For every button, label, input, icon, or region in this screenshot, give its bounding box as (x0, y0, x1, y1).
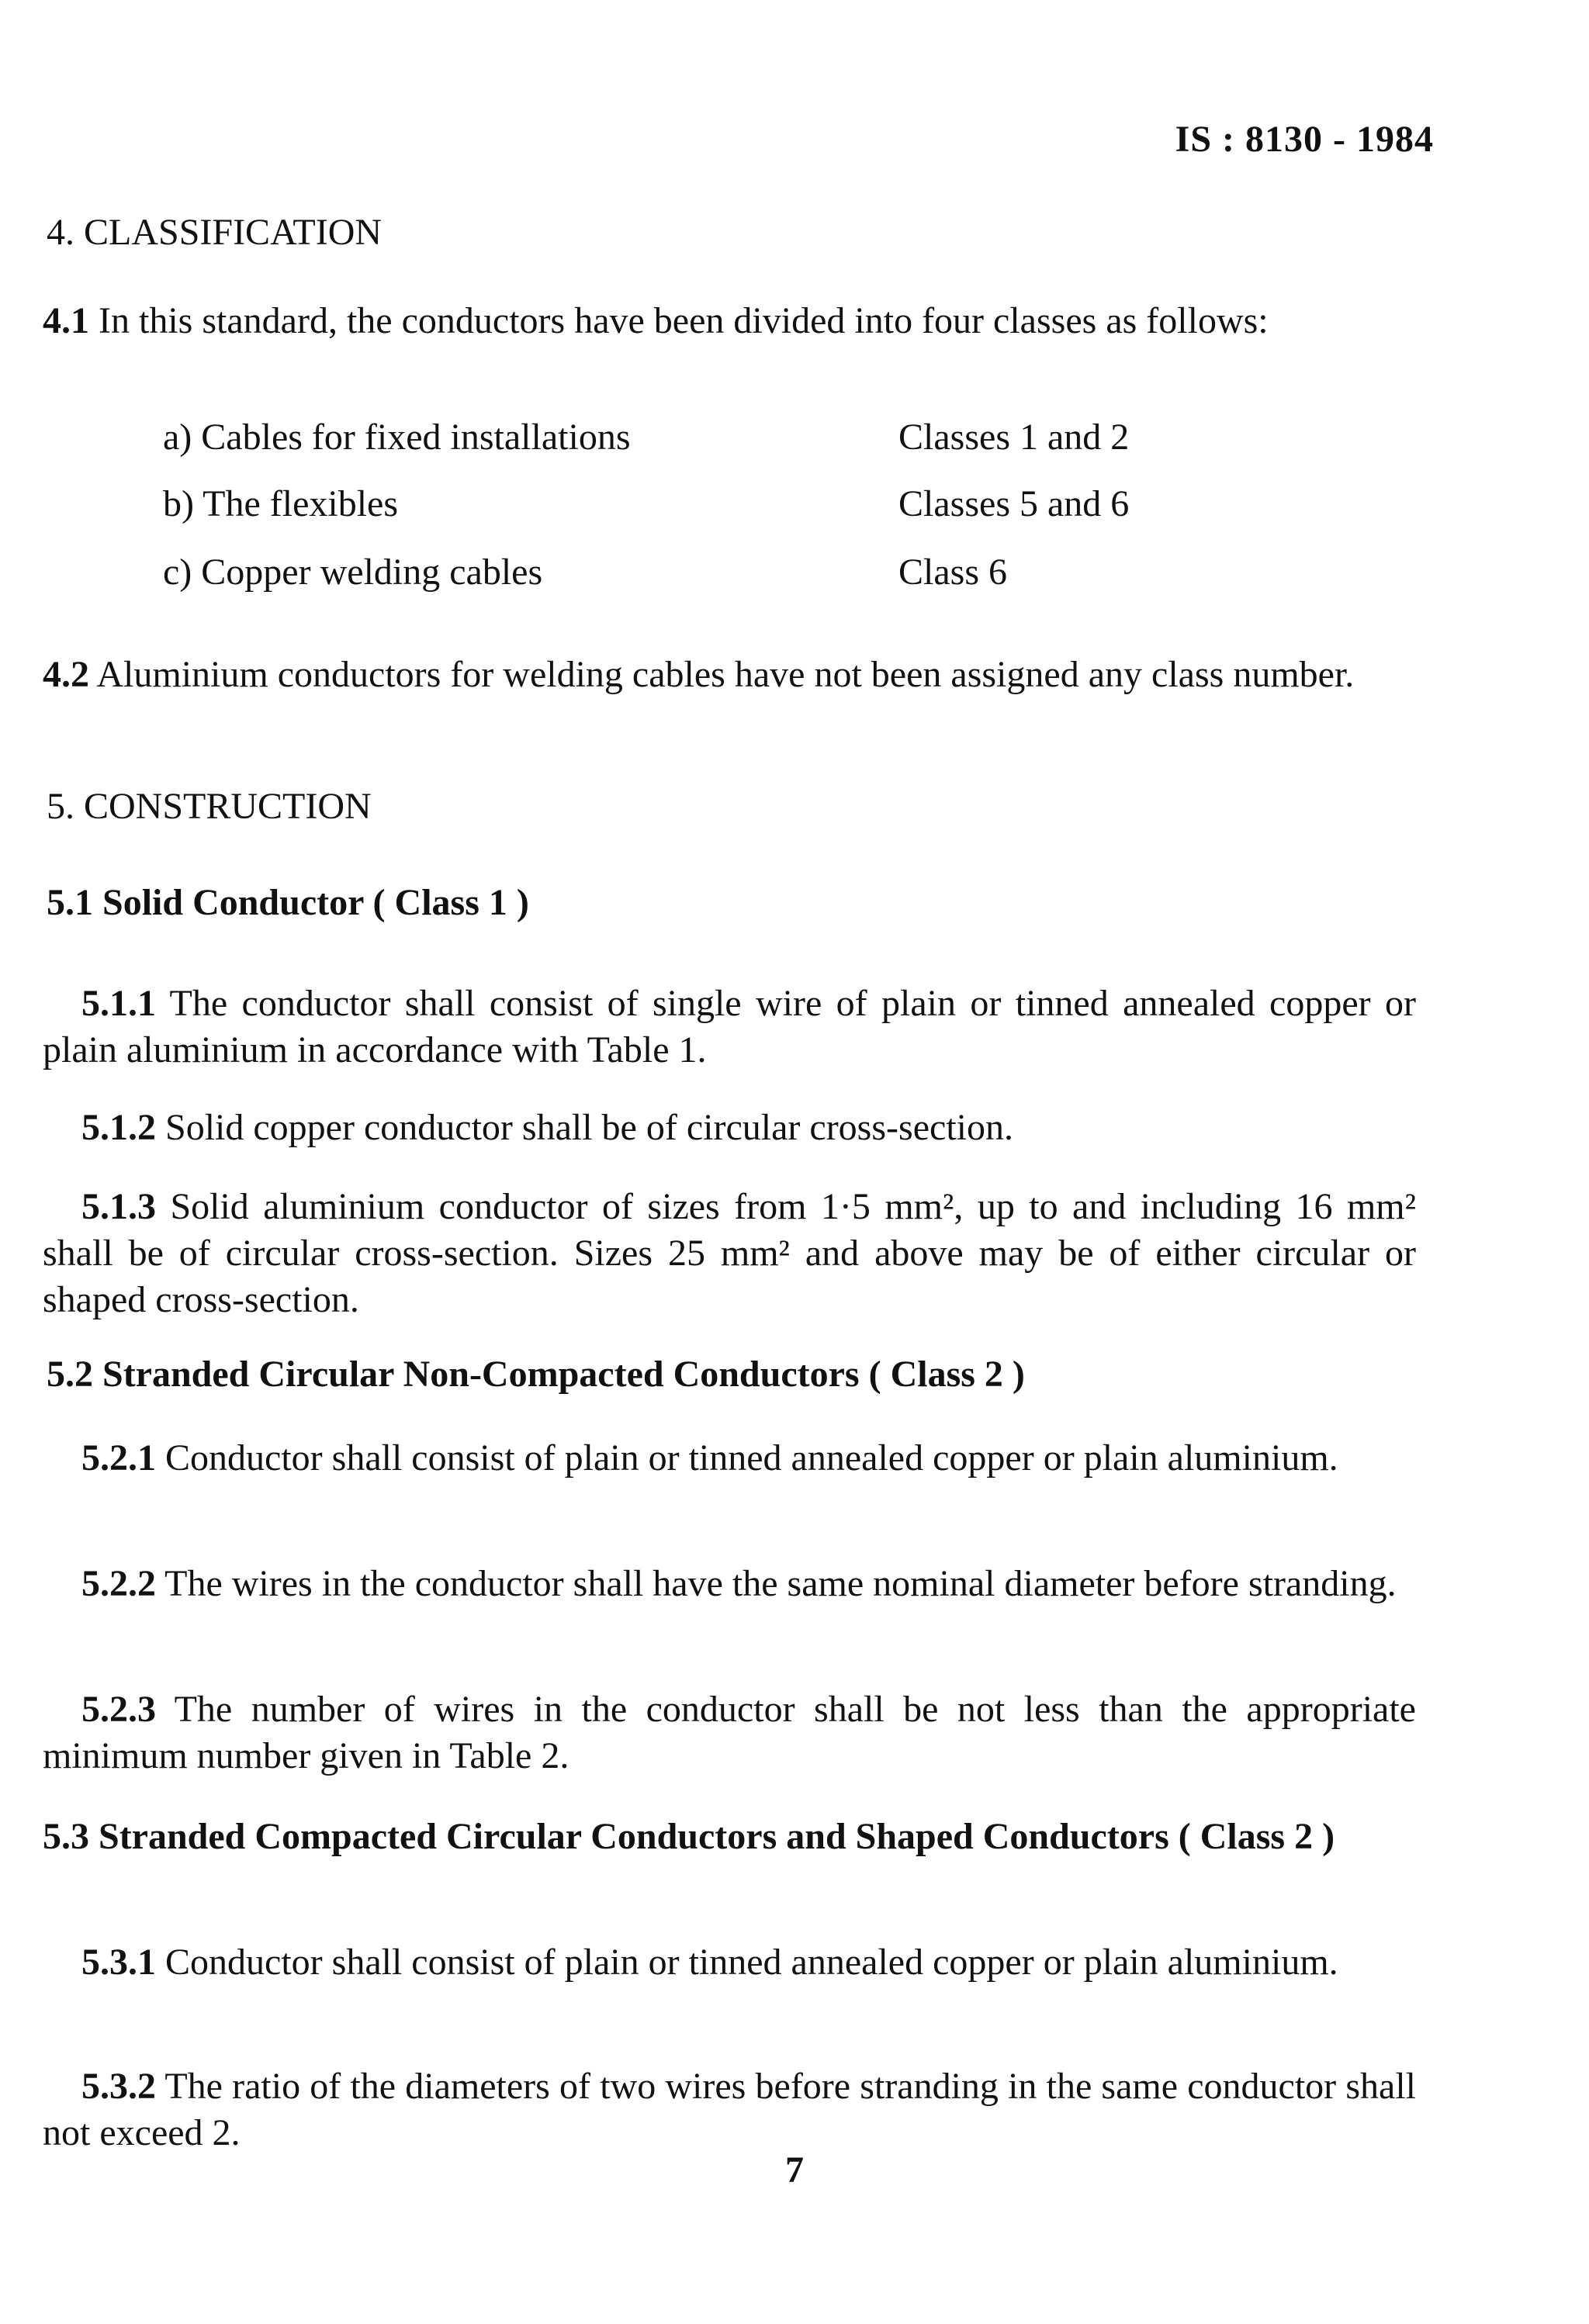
paragraph-5-1-2 (43, 1105, 1416, 1151)
paragraph-5-2-2 (43, 1561, 1416, 1607)
paragraph-text: The ratio of the diameters of two wires before stranding in the same conductor shall not exceed 2. (43, 2066, 1417, 2153)
paragraph-text: The number of wires in the conductor shall be not less than the appropriate minimum number given in Table 2. (43, 1689, 1416, 1776)
classification-classes-b: Classes 5 and 6 (898, 483, 1130, 524)
subsection-5-2-heading: 5.2 Stranded Circular Non-Compacted Conductors ( Class 2 ) (47, 1354, 1025, 1395)
paragraph-5-1-1 (43, 980, 1416, 1074)
section-5-heading: 5. CONSTRUCTION (47, 786, 372, 827)
paragraph-5-3-2 (43, 2063, 1416, 2156)
section-4-heading: 4. CLASSIFICATION (47, 212, 383, 253)
paragraph-number: 5.2.2 (81, 1563, 156, 1604)
paragraph-number: 5.2.1 (81, 1437, 156, 1478)
paragraph-5-1-3 (43, 1184, 1416, 1323)
paragraph-number: 5.2.3 (81, 1689, 156, 1730)
paragraph-number: 4.1 (43, 300, 89, 341)
paragraph-4-1 (43, 298, 1416, 344)
paragraph-number: 5.1.3 (81, 1186, 156, 1227)
paragraph-number: 5.3.1 (81, 1942, 156, 1983)
classification-item-c: c) Copper welding cables (163, 552, 543, 593)
paragraph-5-2-3 (43, 1686, 1416, 1779)
paragraph-text: Conductor shall consist of plain or tinned annealed copper or plain aluminium. (165, 1942, 1338, 1983)
paragraph-text: In this standard, the conductors have been divided into four classes as follows: (99, 300, 1269, 341)
paragraph-text: Solid copper conductor shall be of circular cross-section. (165, 1107, 1013, 1148)
classification-classes-c: Class 6 (898, 552, 1008, 593)
classification-item-a: a) Cables for fixed installations (163, 417, 631, 458)
standard-number: IS : 8130 - 1984 (1175, 119, 1434, 160)
paragraph-number: 4.2 (43, 654, 89, 695)
subsection-5-1-heading: 5.1 Solid Conductor ( Class 1 ) (47, 882, 529, 923)
paragraph-5-2-1 (43, 1435, 1416, 1482)
paragraph-text: Conductor shall consist of plain or tinned annealed copper or plain aluminium. (165, 1437, 1338, 1478)
paragraph-text: Aluminium conductors for welding cables have not been assigned any class number. (96, 654, 1355, 695)
paragraph-5-3-1 (43, 1939, 1416, 1986)
page-number: 7 (785, 2149, 804, 2191)
paragraph-number: 5.1.2 (81, 1107, 156, 1148)
subsection-5-3-heading: 5.3 Stranded Compacted Circular Conductors and Shaped Conductors ( Class 2 ) (43, 1816, 1335, 1857)
paragraph-text: The wires in the conductor shall have the same nominal diameter before stranding. (164, 1563, 1397, 1604)
paragraph-number: 5.1.1 (81, 983, 156, 1024)
paragraph-text: Solid aluminium conductor of sizes from 1·5 mm², up to and including 16 mm² shall be of circular cross-section. Sizes 25 mm² and above may be of either circular or shaped cross-section. (43, 1186, 1417, 1320)
paragraph-4-2 (43, 652, 1416, 698)
paragraph-text: The conductor shall consist of single wire of plain or tinned annealed copper or plain aluminium in accordance with Table 1. (43, 983, 1416, 1070)
classification-classes-a: Classes 1 and 2 (898, 417, 1130, 458)
paragraph-number: 5.3.2 (81, 2066, 156, 2107)
classification-item-b: b) The flexibles (163, 483, 399, 524)
